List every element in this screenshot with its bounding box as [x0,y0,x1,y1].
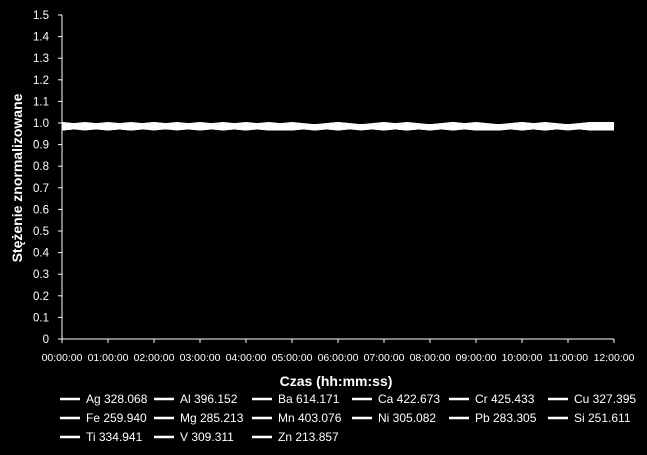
legend-label: V 309.311 [180,430,234,444]
x-tick-label: 10:00:00 [501,352,543,364]
x-tick-label: 12:00:00 [593,352,635,364]
legend-label: Cr 425.433 [475,392,535,406]
legend-label: Fe 259.940 [86,411,147,425]
y-axis-title: Stężenie znormalizowane [9,93,25,263]
x-tick-label: 09:00:00 [455,352,497,364]
legend-label: Cu 327.395 [574,392,637,406]
y-tick-label: 0.6 [33,204,49,217]
x-tick-label: 08:00:00 [409,352,451,364]
x-tick-label: 01:00:00 [87,352,129,364]
y-tick-label: 1.5 [33,10,49,22]
y-tick-label: 1.3 [33,53,49,66]
legend-label: Mn 403.076 [278,411,342,425]
y-tick-label: 0.3 [33,269,49,282]
legend-label: Mg 285.213 [180,411,244,425]
y-tick-label: 1.0 [33,118,49,130]
legend-label: Ag 328.068 [86,392,148,406]
y-tick-label: 0.9 [33,139,49,152]
x-tick-label: 06:00:00 [317,352,359,364]
legend-label: Si 251.611 [574,411,631,425]
x-axis-title: Czas (hh:mm:ss) [279,373,393,389]
y-tick-label: 1.1 [33,96,49,109]
x-tick-label: 11:00:00 [547,352,589,364]
y-tick-label: 0.4 [33,247,49,260]
x-tick-label: 02:00:00 [133,352,175,364]
y-tick-label: 0.5 [33,226,49,238]
legend-label: Ba 614.171 [278,392,340,406]
y-tick-label: 0.2 [33,290,49,303]
y-tick-label: 0 [42,334,49,346]
x-tick-label: 05:00:00 [271,352,313,364]
y-tick-label: 1.4 [33,31,49,44]
legend-label: Ca 422.673 [378,392,441,406]
y-tick-label: 0.1 [33,312,49,325]
legend-label: Zn 213.857 [278,430,339,444]
legend-label: Al 396.152 [180,392,238,406]
legend-label: Ni 305.082 [378,411,437,425]
x-tick-label: 00:00:00 [41,352,83,364]
x-tick-label: 03:00:00 [179,352,221,364]
y-tick-label: 0.7 [33,182,49,195]
x-tick-label: 04:00:00 [225,352,267,364]
y-tick-label: 1.2 [33,74,49,87]
x-tick-label: 07:00:00 [363,352,405,364]
legend-label: Pb 283.305 [475,411,537,425]
legend-label: Ti 334.941 [86,430,143,444]
y-tick-label: 0.8 [33,161,49,174]
